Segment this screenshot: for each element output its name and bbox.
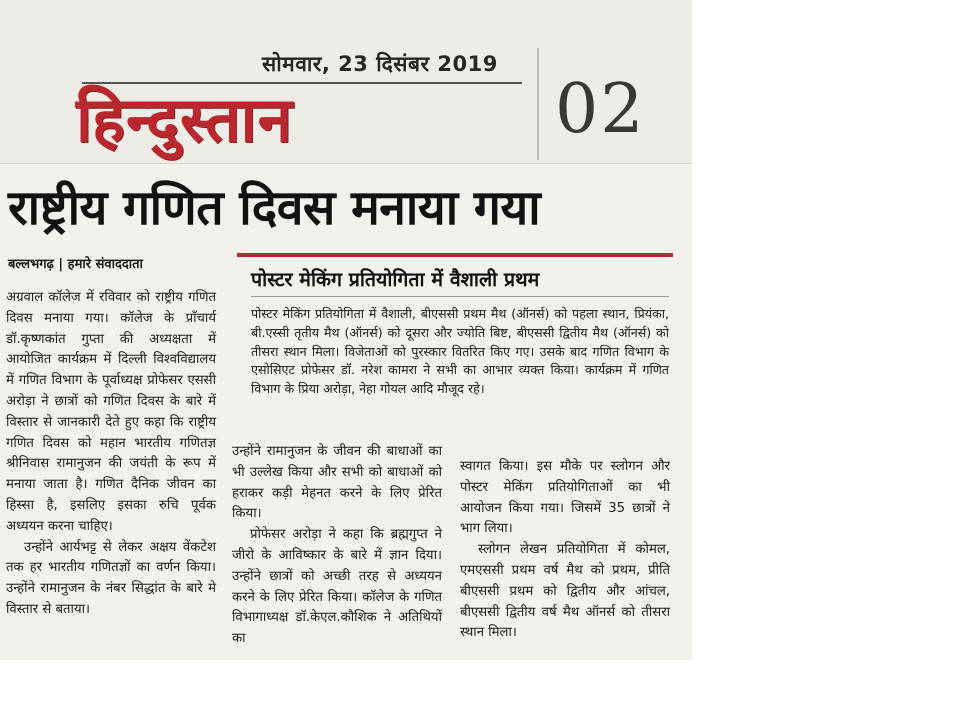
- paragraph: स्लोगन लेखन प्रतियोगिता में कोमल, एमएससी प्रथम वर्ष मैथ को प्रथम, प्रीति बीएससी प्रथम को द्वितीय और आंचल, बीएससी द्वितीय वर्ष मैथ ऑनर्स को तीसरा स्थान मिला।: [460, 542, 670, 641]
- paragraph: स्वागत किया। इस मौके पर स्लोगन और पोस्टर मेकिंग प्रतियोगिताओं का भी आयोजन किया गया। जिसमें 35 छात्रों ने भाग लिया।: [460, 459, 670, 537]
- page-number: 02: [555, 70, 646, 149]
- left-column: [6, 288, 216, 621]
- paragraph: अग्रवाल कॉलेज में रविवार को राष्ट्रीय गणित दिवस मनाया गया। कॉलेज के प्राँचार्य डॉ.कृष्णकांत गुप्ता की अध्यक्षता में आयोजित कार्यक्रम में दिल्ली विश्वविद्यालय में गणित विभाग के पूर्वाध्यक्ष प्रोफेसर एससी अरोड़ा ने छात्रों को गणित दिवस के बारे में विस्तार से जानकारी देते हुए कहा कि राष्ट्रीय गणित दिवस को महान भारतीय गणितज्ञ श्रीनिवास रामानुजन की जयंती के रूप में मनाया जाता है। गणित दैनिक जीवन का हिस्सा है, इसलिए इसका रुचि पूर्वक अध्ययन करना चाहिए।: [6, 290, 216, 534]
- middle-column: [232, 442, 442, 650]
- sidebar-text: पोस्टर मेकिंग प्रतियोगिता में वैशाली, बीएससी प्रथम मैथ (ऑनर्स) को पहला स्थान, प्रियंका, बी.एस्सी तृतीय मैथ (ऑनर्स) को दूसरा और ज्योति बिष्ट, बीएससी द्वितीय मैथ (ऑनर्स) को तीसरा स्थान मिला। विजेताओं को पुरस्कार वितरित किए गए। उसके बाद गणित विभाग के एसोसिएट प्रोफेसर डॉ. नरेश कामरा ने सभी का आभार व्यक्त किया। कार्यक्रम में गणित विभाग के प्रिया अरोड़ा, नेहा गोयल आदि मौजूद रहे।: [251, 306, 669, 397]
- paragraph: प्रोफेसर अरोड़ा ने कहा कि ब्रह्मगुप्त ने जीरो के आविष्कार के बारे में ज्ञान दिया। उन्होंने छात्रों को अच्छी तरह से अध्ययन करने के लिए प्रेरित किया। कॉलेज के गणित विभागाध्यक्ष डॉ.केएल.कौशिक ने अतिथियों का: [232, 527, 442, 647]
- masthead: [0, 0, 692, 164]
- paragraph: उन्होंने आर्यभट्ट से लेकर अक्षय वेंकटेश तक हर भारतीय गणितज्ञों का वर्णन किया। उन्होंने रामानुजन के नंबर सिद्धांत के बारे मे विस्तार से बताया।: [6, 539, 216, 617]
- sidebar-top-rule: [237, 253, 673, 257]
- sidebar-box: [237, 253, 673, 427]
- sidebar-title-rule: [251, 296, 669, 297]
- article-dateline: बल्लभगढ़ | हमारे संवाददाता: [8, 257, 143, 272]
- newspaper-logo: हिन्दुस्तान: [76, 83, 293, 156]
- paragraph: उन्होंने रामानुजन के जीवन की बाधाओं का भी उल्लेख किया और सभी को बाधाओं को हराकर कड़ी मेहनत करने के लिए प्रेरित किया।: [232, 444, 442, 522]
- article-headline: राष्ट्रीय गणित दिवस मनाया गया: [8, 180, 541, 236]
- right-column: [460, 457, 670, 644]
- issue-date: सोमवार, 23 दिसंबर 2019: [262, 52, 498, 76]
- sidebar-title: पोस्टर मेकिंग प्रतियोगिता में वैशाली प्रथम: [251, 268, 540, 291]
- masthead-divider: [537, 48, 539, 160]
